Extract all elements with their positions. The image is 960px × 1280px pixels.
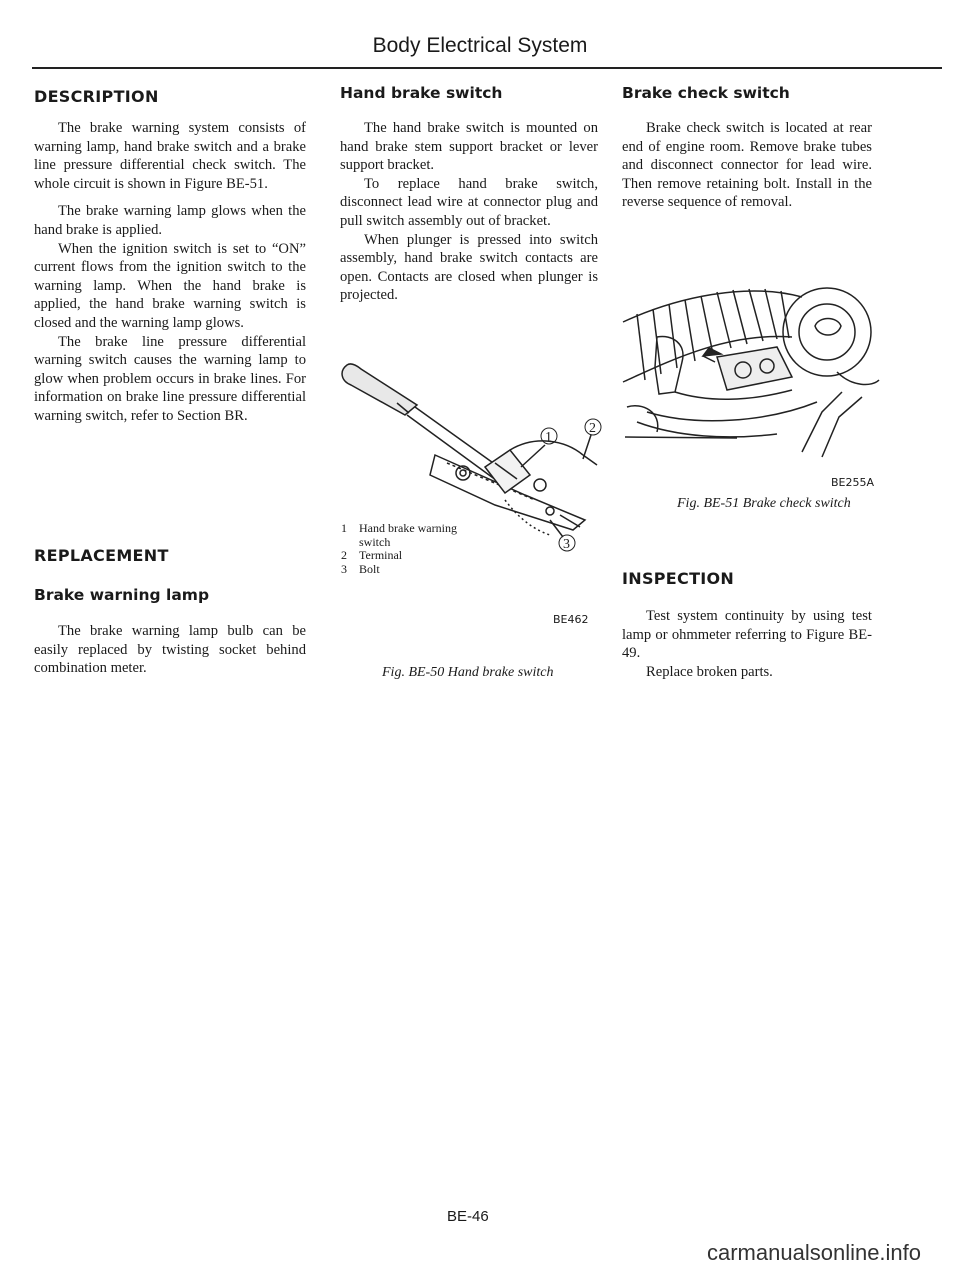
figure-caption-be51: Fig. BE-51 Brake check switch: [677, 496, 851, 511]
description-text: [34, 119, 306, 426]
brake-warning-lamp-heading: Brake warning lamp: [34, 586, 210, 604]
description-paragraph-4: The brake line pressure differential warning switch causes the warning lamp to glow when problem occurs in brake lines. For information on brake line pressure differential warning switch, refer to Section BR.: [34, 333, 306, 424]
brake-check-text: [622, 119, 872, 212]
lamp-text: [34, 622, 306, 678]
hand-brake-paragraph-2: To replace hand brake switch, disconnect lead wire at connector plug and pull switch assembly out of bracket.: [340, 175, 598, 229]
figure-caption-be50: Fig. BE-50 Hand brake switch: [382, 665, 554, 680]
legend-item: switch: [359, 534, 391, 549]
callout-3: 3: [563, 537, 570, 552]
hand-brake-text: [340, 119, 598, 305]
inspection-heading: INSPECTION: [622, 569, 735, 588]
replacement-heading: REPLACEMENT: [34, 546, 169, 565]
inspection-paragraph-2: Replace broken parts.: [646, 663, 773, 680]
description-paragraph-3: When the ignition switch is set to “ON” current flows from the ignition switch to the warning lamp. When the hand brake is applied, the hand brake warning switch is closed and the warning lamp glows.: [34, 240, 306, 331]
description-paragraph-2: The brake warning lamp glows when the hand brake is applied.: [34, 203, 306, 238]
inspection-paragraph-1: Test system continuity by using test lamp or ohmmeter referring to Figure BE-49.: [622, 608, 872, 662]
hand-brake-paragraph-1: The hand brake switch is mounted on hand brake stem support bracket or lever support bracket.: [340, 120, 598, 174]
brake-check-paragraph-1: Brake check switch is located at rear end of engine room. Remove brake tubes and disconnect connector for lead wire. Then remove retaining bolt. Install in the reverse sequence of removal.: [622, 120, 872, 211]
hand-brake-paragraph-3: When plunger is pressed into switch assembly, hand brake switch contacts are open. Contacts are closed when plunger is projected.: [340, 231, 598, 304]
lamp-paragraph-1: The brake warning lamp bulb can be easily replaced by twisting socket behind combination meter.: [34, 623, 306, 677]
callout-1: 1: [545, 430, 552, 445]
page-number: BE-46: [447, 1208, 489, 1225]
brake-check-switch-illustration: [617, 262, 887, 472]
legend-item: 1 Hand brake warning: [341, 521, 457, 535]
legend-item: 2 Terminal: [341, 548, 403, 562]
brake-check-switch-heading: Brake check switch: [622, 84, 790, 102]
figure-code-be462: BE462: [553, 613, 589, 626]
description-paragraph-1: The brake warning system consists of warning lamp, hand brake switch and a brake line pressure differential check switch. The whole circuit is shown in Figure BE-51.: [34, 120, 306, 192]
hand-brake-switch-heading: Hand brake switch: [340, 84, 503, 102]
description-heading: DESCRIPTION: [34, 87, 159, 106]
legend-item: 3 Bolt: [341, 561, 380, 576]
callout-2: 2: [589, 421, 596, 436]
header-rule: [32, 67, 942, 69]
figure-legend: [341, 522, 501, 576]
figure-code-be255a: BE255A: [831, 476, 875, 489]
page-header: Body Electrical System: [372, 34, 588, 57]
inspection-text: [622, 607, 872, 681]
watermark: carmanualsonline.info: [707, 1240, 922, 1265]
